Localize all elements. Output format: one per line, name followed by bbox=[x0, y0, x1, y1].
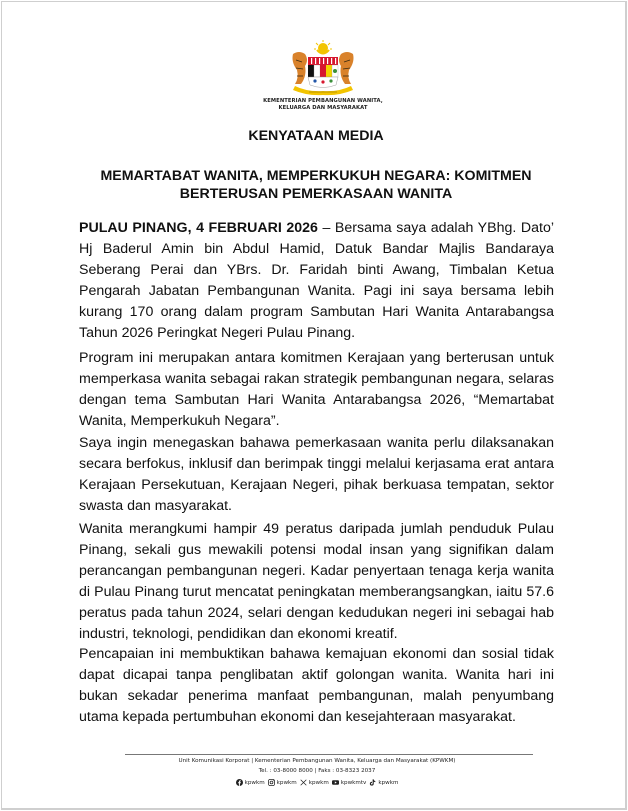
footer-social-links bbox=[102, 779, 532, 786]
footer-divider bbox=[125, 754, 533, 755]
facebook-icon bbox=[236, 779, 243, 786]
social-handle: kpwkmtv bbox=[340, 779, 367, 786]
coat-of-arms-icon bbox=[287, 40, 359, 96]
paragraph-1 bbox=[79, 218, 554, 343]
document-page bbox=[1, 1, 627, 810]
ministry-line-1: KEMENTERIAN PEMBANGUNAN WANITA, bbox=[263, 98, 383, 104]
social-handle: kpwkm bbox=[276, 779, 297, 786]
social-handle: kpwkm bbox=[244, 779, 265, 786]
document-title bbox=[2, 168, 628, 203]
x-icon bbox=[300, 779, 307, 786]
social-instagram[interactable] bbox=[268, 779, 297, 786]
ministry-name bbox=[242, 98, 404, 112]
paragraph-3: Saya ingin menegaskan bahawa pemerkasaan wanita perlu dilaksanakan secara berfokus, inklusif dan berimpak tinggi melalui kerjasama erat antara Kerajaan Persekutuan, Kerajaan Negeri, pihak berkuasa tempatan, sektor swasta dan masyarakat. bbox=[79, 435, 554, 514]
title-line-1: MEMARTABAT WANITA, MEMPERKUKUH NEGARA: KOMITMEN bbox=[100, 168, 532, 184]
social-youtube[interactable] bbox=[332, 779, 367, 786]
paragraph-4: Wanita merangkumi hampir 49 peratus daripada jumlah penduduk Pulau Pinang, sekali gus mewakili potensi modal insan yang signifikan dalam perancangan pembangunan negeri. Kadar penyertaan tenaga kerja wanita di Pulau Pinang turut mencatat peningkatan memberangsangkan, iaitu 57.6 peratus pada tahun 2024, selari dengan kedudukan negeri ini sebagai hab industri, teknologi, pendidikan dan ekonomi kreatif. bbox=[79, 521, 554, 642]
social-x[interactable] bbox=[300, 779, 329, 786]
youtube-icon bbox=[332, 779, 339, 786]
dateline: PULAU PINANG, 4 FEBRUARI 2026 bbox=[79, 220, 318, 236]
ministry-line-2: KELUARGA DAN MASYARAKAT bbox=[278, 105, 368, 111]
paragraph-2: Program ini merupakan antara komitmen Kerajaan yang berterusan untuk memperkasa wanita sebagai rakan strategik pembangunan negara, selaras dengan tema Sambutan Hari Wanita Antarabangsa 2026, “Memartabat Wanita, Memperkukuh Negara”. bbox=[79, 350, 554, 429]
social-facebook[interactable] bbox=[236, 779, 265, 786]
paragraph-5: Pencapaian ini membuktikan bahawa kemajuan ekonomi dan sosial tidak dapat dicapai tanpa penglibatan aktif golongan wanita. Wanita hari ini bukan sekadar penerima manfaat pembangunan, malah penyumbang utama kepada pertumbuhan ekonomi dan kesejahteraan masyarakat. bbox=[79, 646, 554, 725]
social-handle: kpwkm bbox=[308, 779, 329, 786]
instagram-icon bbox=[268, 779, 275, 786]
social-handle: kpwkm bbox=[378, 779, 399, 786]
social-tiktok[interactable] bbox=[369, 779, 398, 786]
footer-unit-line: Unit Komunikasi Korporat | Kementerian Pembangunan Wanita, Keluarga dan Masyarakat (KPWKM) bbox=[178, 758, 456, 764]
title-line-2: BERTERUSAN PEMERKASAAN WANITA bbox=[179, 185, 453, 202]
paragraph-1-text: – Bersama saya adalah YBhg. Dato’ Hj Baderul Amin bin Abdul Hamid, Datuk Bandar Majlis Bandaraya Seberang Perai dan YBrs. Dr. Faridah binti Awang, Timbalan Ketua Pengarah Jabatan Pembangunan Wanita. Pagi ini saya bersama lebih kurang 170 orang dalam program Sambutan Hari Wanita Antarabangsa Tahun 2026 Peringkat Negeri Pulau Pinang. bbox=[79, 220, 554, 341]
footer-contact-line: Tel. : 03-8000 8000 | Faks : 03-8323 2037 bbox=[258, 768, 376, 774]
document-label: KENYATAAN MEDIA bbox=[248, 128, 384, 144]
tiktok-icon bbox=[369, 779, 376, 786]
